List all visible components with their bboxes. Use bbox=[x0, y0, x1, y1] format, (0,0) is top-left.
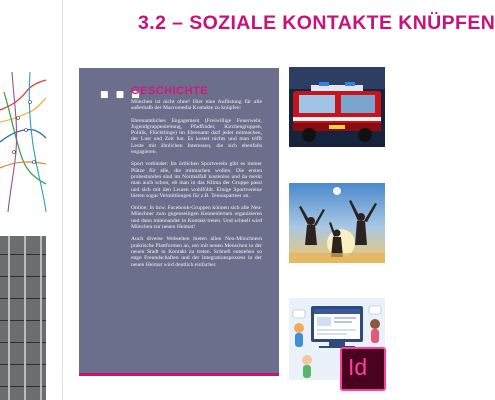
volleyball-photo bbox=[289, 183, 385, 263]
section-marker: ■ ■ ■ bbox=[100, 90, 142, 100]
indesign-icon-label: Id bbox=[348, 354, 368, 380]
fire-truck-photo bbox=[289, 67, 385, 147]
paragraph: München ist nicht ohne! Hier eine Auflistung für alle außerhalb der Macromedia Kontakte zu knüpfen: bbox=[131, 99, 262, 112]
indesign-icon bbox=[340, 347, 386, 391]
page-title: 3.2 – SOZIALE KONTAKTE KNÜPFEN bbox=[138, 12, 495, 34]
building-facade-image bbox=[0, 236, 46, 400]
metro-map-image bbox=[0, 72, 46, 212]
panel-accent-bar bbox=[79, 373, 279, 376]
paragraph: Ehrenamtliches Engagement (Freiwillige Feuerwehr, Jugendgruppenleitung, Pfadfinder, Kirchengruppen, Politik, Flüchtlinge) im Ehrenamt darf jeder mitmachen, der Lust und Zeit hat. Es kostet nichts und man trifft Leute mit ähnlichen Interessen, die sich ebenfalls engagieren. bbox=[131, 117, 262, 156]
body-text bbox=[131, 99, 262, 274]
spread-gutter bbox=[48, 0, 62, 400]
paragraph: Sport verbindet: Im örtlichen Sportverein gibt es immer Plätze für alle, die mitmachen wollen. Die ersten probestunden sind im Normalfall kostenlos und da merkt man auch schon, ob man in das Klima der Gruppe passt und sich mit den Leuten wohlfühlt. Einige Sportvereine bieten sogar Vermittlungen für z.B. Tennispartner an. bbox=[131, 161, 262, 199]
paragraph: Online: In bzw. Facebook-Gruppen können sich alle Neu-Münchner zum gegenseitigen Kennenlernen organisieren und dann miteinander in Kontakt treten. Und schnell wird München zur neuen Heimat! bbox=[131, 205, 262, 231]
section-heading: GESCHICHTE bbox=[131, 85, 209, 97]
spread-divider bbox=[62, 0, 63, 400]
paragraph: Auch diverse Webseiten bieten allen Neu-Münchnern praktische Plattformen an, um mit neuen Menschen in der neuen Stadt in Kontakt zu treten. Schnell entstehen so enge Freundschaften und der Integrationsprozess in der neuen Heimat wird deutlich einfacher. bbox=[131, 236, 262, 268]
